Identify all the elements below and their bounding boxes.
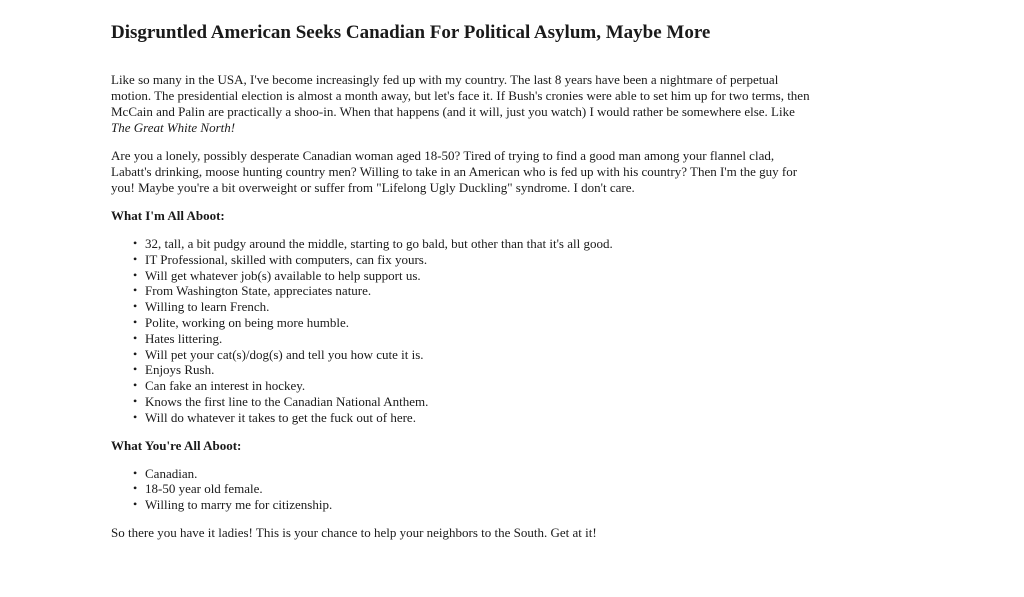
list-item: • 32, tall, a bit pudgy around the middle, starting to go bald, but other than that it's all good. xyxy=(145,236,811,252)
list-item: • Willing to marry me for citizenship. xyxy=(145,497,811,513)
list-item: • Can fake an interest in hockey. xyxy=(145,378,811,394)
page-title: Disgruntled American Seeks Canadian For Political Asylum, Maybe More xyxy=(111,22,711,43)
list-item: • IT Professional, skilled with computers, can fix yours. xyxy=(145,252,811,268)
pitch-paragraph: Are you a lonely, possibly desperate Canadian woman aged 18-50? Tired of trying to find a good man among your flannel clad, Labatt's drinking, moose hunting country men? Willing to take in an American who is fed up with his country? Then I'm the guy for you! Maybe you're a bit overweight or suffer from "Lifelong Ugly Duckling" syndrome. I don't care. xyxy=(111,148,798,195)
list-item: • Will do whatever it takes to get the fuck out of here. xyxy=(145,410,811,426)
intro-paragraph xyxy=(111,72,811,136)
list-item: • From Washington State, appreciates nature. xyxy=(145,283,811,299)
closing-paragraph: So there you have it ladies! This is your chance to help your neighbors to the South. Get at it! xyxy=(111,524,597,540)
about-me-heading: What I'm All Aboot: xyxy=(111,208,225,223)
article xyxy=(111,20,811,541)
list-item: • 18-50 year old female. xyxy=(145,481,811,497)
list-item: • Willing to learn French. xyxy=(145,299,811,315)
about-you-list xyxy=(111,466,811,513)
about-you-heading: What You're All Aboot: xyxy=(111,437,242,453)
list-item: • Knows the first line to the Canadian National Anthem. xyxy=(145,394,811,410)
list-item: • Hates littering. xyxy=(145,331,811,347)
about-me-list xyxy=(111,236,811,426)
list-item: • Enjoys Rush. xyxy=(145,362,811,378)
intro-text: Like so many in the USA, I've become increasingly fed up with my country. The last 8 years have been a nightmare of perpetual motion. The presidential election is almost a month away, but let's face it. If Bush's cronies were able to set him up for two terms, then McCain and Palin are practically a shoo-in. When that happens (and it will, just you watch) I would rather be somewhere else. Like xyxy=(111,72,810,119)
intro-emphasis: The Great White North! xyxy=(111,120,236,135)
list-item: • Will get whatever job(s) available to help support us. xyxy=(145,268,811,284)
list-item: • Polite, working on being more humble. xyxy=(145,315,811,331)
list-item: • Canadian. xyxy=(145,466,811,482)
list-item: • Will pet your cat(s)/dog(s) and tell you how cute it is. xyxy=(145,347,811,363)
